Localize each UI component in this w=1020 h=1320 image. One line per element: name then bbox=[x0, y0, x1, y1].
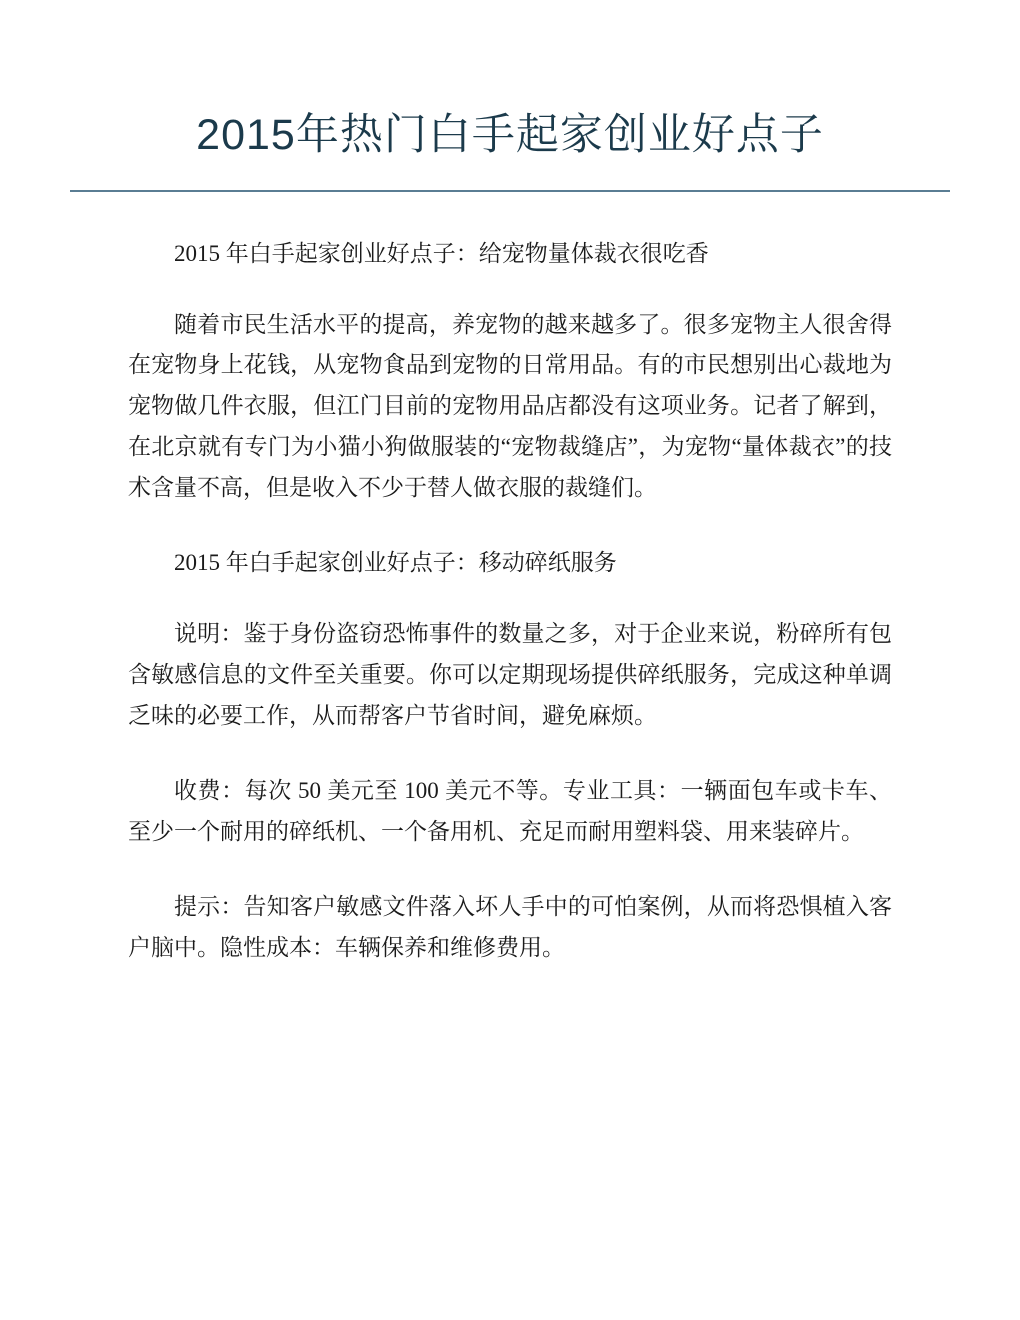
body-paragraph: 提示：告知客户敏感文件落入坏人手中的可怕案例，从而将恐惧植入客户脑中。隐性成本：车辆保养和维修费用。 bbox=[128, 893, 892, 960]
section-heading-paragraph: 2015 年白手起家创业好点子：移动碎纸服务 bbox=[174, 550, 617, 576]
body-paragraph: 收费：每次 50 美元至 100 美元不等。专业工具：一辆面包车或卡车、至少一个耐用的碎纸机、一个备用机、充足而耐用塑料袋、用来装碎片。 bbox=[128, 777, 892, 844]
section-heading-paragraph: 2015 年白手起家创业好点子：给宠物量体裁衣很吃香 bbox=[174, 240, 709, 266]
title-divider bbox=[70, 190, 950, 192]
body-paragraph: 说明：鉴于身份盗窃恐怖事件的数量之多，对于企业来说，粉碎所有包含敏感信息的文件至关重要。你可以定期现场提供碎纸服务，完成这种单调乏味的必要工作，从而帮客户节省时间，避免麻烦。 bbox=[128, 621, 892, 729]
body-paragraph: 随着市民生活水平的提高，养宠物的越来越多了。很多宠物主人很舍得在宠物身上花钱，从宠物食品到宠物的日常用品。有的市民想别出心裁地为宠物做几件衣服，但江门目前的宠物用品店都没有这项业务。记者了解到，在北京就有专门为小猫小狗做服装的“宠物裁缝店”，为宠物“量体裁衣”的技术含量不高，但是收入不少于替人做衣服的裁缝们。 bbox=[128, 311, 892, 501]
document-body bbox=[0, 234, 1020, 969]
page-title: 2015年热门白手起家创业好点子 bbox=[196, 111, 824, 159]
